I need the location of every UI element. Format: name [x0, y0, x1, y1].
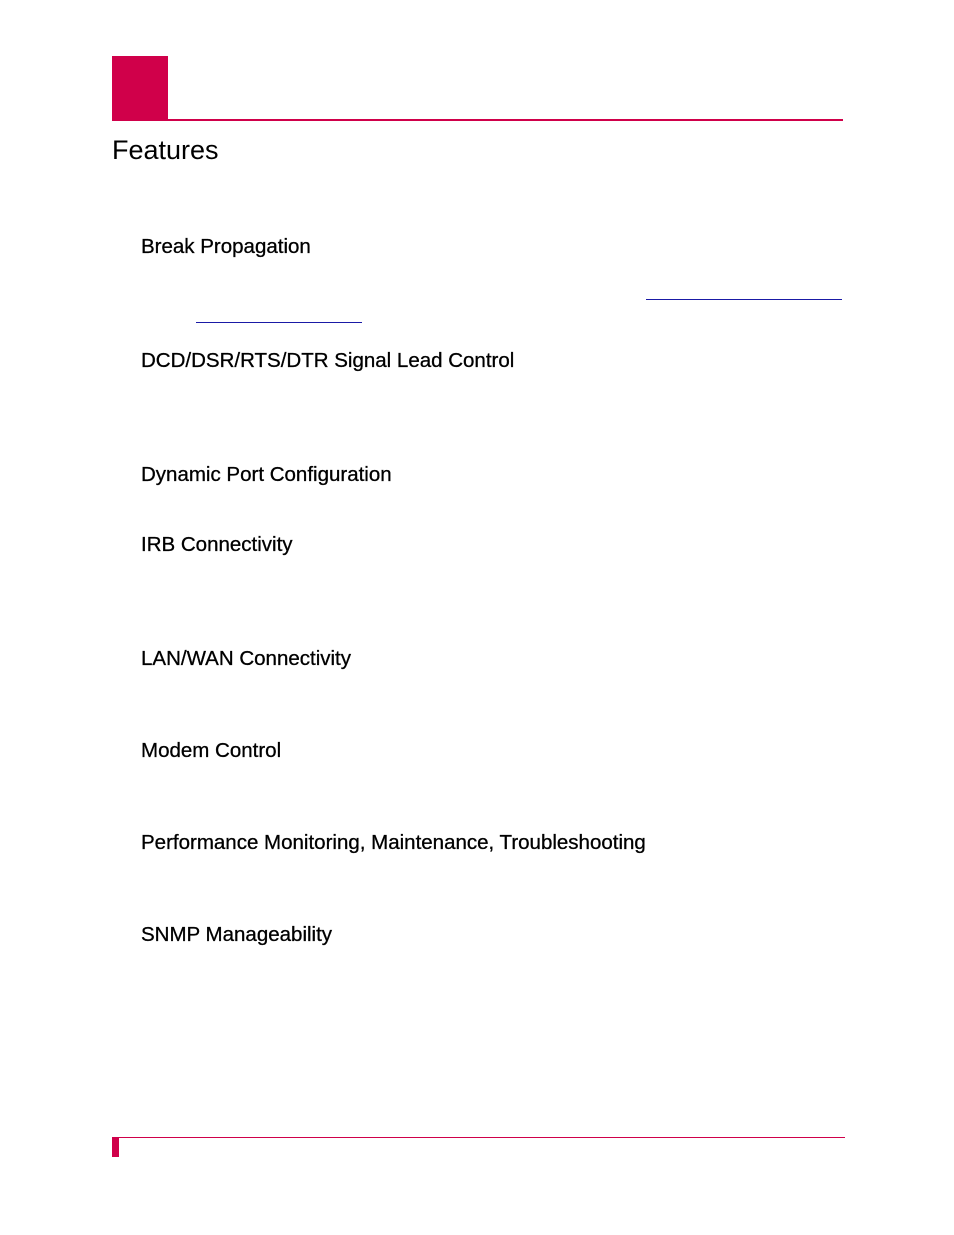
header-rule [112, 119, 843, 121]
page-title: Features [112, 135, 219, 165]
section-heading-dynamic-port-configuration: Dynamic Port Configuration [141, 463, 392, 486]
section-heading-performance-monitoring: Performance Monitoring, Maintenance, Troubleshooting [141, 831, 646, 854]
section-heading-signal-lead-control: DCD/DSR/RTS/DTR Signal Lead Control [141, 349, 515, 372]
section-heading-break-propagation: Break Propagation [141, 235, 311, 258]
section-heading-modem-control: Modem Control [141, 739, 282, 762]
section-heading-snmp-manageability: SNMP Manageability [141, 923, 333, 946]
footer-rule [112, 1137, 845, 1138]
footer-tab-marker [112, 1138, 119, 1157]
section-heading-lan-wan-connectivity: LAN/WAN Connectivity [141, 647, 351, 670]
section-heading-irb-connectivity: IRB Connectivity [141, 533, 293, 556]
chapter-tab-marker [112, 56, 168, 119]
cross-reference-link[interactable] [196, 322, 362, 323]
cross-reference-link[interactable] [646, 299, 842, 300]
